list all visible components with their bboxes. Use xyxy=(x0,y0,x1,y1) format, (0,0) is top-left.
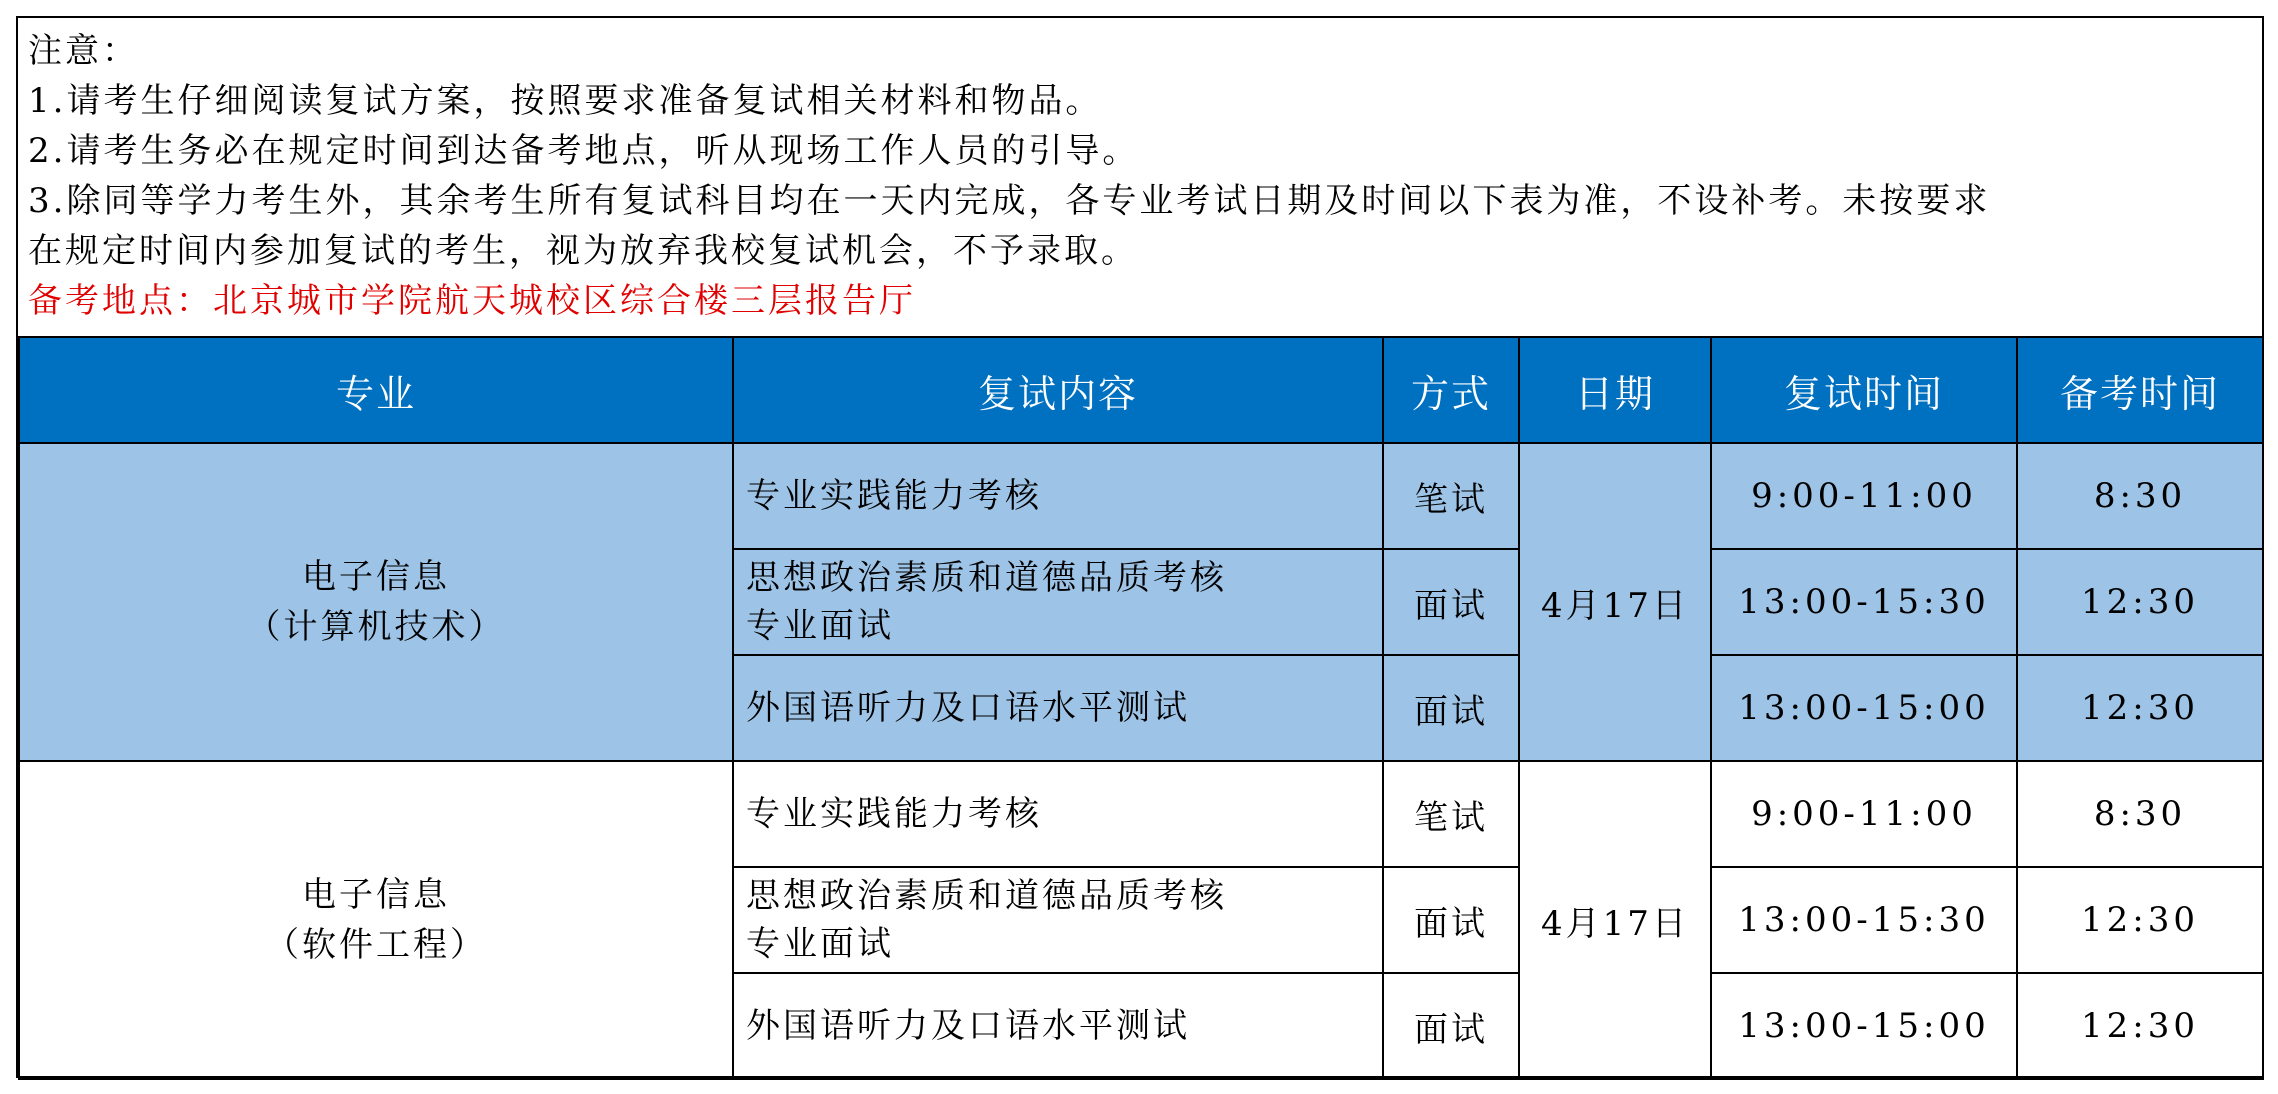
content-text: 外国语听力及口语水平测试 xyxy=(746,688,1190,728)
table-header-row xyxy=(19,337,2263,443)
method-cell: 面试 xyxy=(1383,867,1519,973)
exam-time-cell: 9:00-11:00 xyxy=(1711,443,2017,549)
content-cell xyxy=(733,761,1383,867)
exam-time-cell: 13:00-15:00 xyxy=(1711,655,2017,761)
header-date: 日期 xyxy=(1519,337,1711,443)
prep-time-cell: 12:30 xyxy=(2017,549,2263,655)
content-text: 思想政治素质和道德品质考核 xyxy=(746,558,1227,598)
exam-time-cell: 9:00-11:00 xyxy=(1711,761,2017,867)
prep-time-cell: 12:30 xyxy=(2017,655,2263,761)
notes-heading: 注意： xyxy=(28,31,139,71)
major-track: （软件工程） xyxy=(265,925,487,965)
content-text: 专业面试 xyxy=(746,924,894,964)
method-cell: 面试 xyxy=(1383,973,1519,1079)
prep-time-cell: 12:30 xyxy=(2017,973,2263,1079)
content-cell xyxy=(733,655,1383,761)
exam-time-cell: 13:00-15:30 xyxy=(1711,867,2017,973)
prep-time-cell: 8:30 xyxy=(2017,761,2263,867)
content-text: 思想政治素质和道德品质考核 xyxy=(746,876,1227,916)
schedule-table xyxy=(18,336,2264,1080)
location-note: 备考地点：北京城市学院航天城校区综合楼三层报告厅 xyxy=(28,281,916,321)
header-major: 专业 xyxy=(19,337,733,443)
notes-section xyxy=(28,26,2252,326)
table-row xyxy=(19,761,2263,867)
note-item-3-line-1: 3.除同等学力考生外，其余考生所有复试科目均在一天内完成，各专业考试日期及时间以下表为准，不设补考。未按要求 xyxy=(28,181,1991,221)
major-name: 电子信息 xyxy=(302,875,450,915)
method-cell: 面试 xyxy=(1383,549,1519,655)
header-prep-time: 备考时间 xyxy=(2017,337,2263,443)
exam-time-cell: 13:00-15:00 xyxy=(1711,973,2017,1079)
content-text: 外国语听力及口语水平测试 xyxy=(746,1006,1190,1046)
content-cell xyxy=(733,867,1383,973)
note-item-2: 2.请考生务必在规定时间到达备考地点，听从现场工作人员的引导。 xyxy=(28,131,1140,171)
major-name: 电子信息 xyxy=(302,557,450,597)
date-cell: 4月17日 xyxy=(1519,761,1711,1079)
content-text: 专业实践能力考核 xyxy=(746,476,1042,516)
major-cell xyxy=(19,443,733,761)
method-cell: 笔试 xyxy=(1383,443,1519,549)
note-item-1: 1.请考生仔细阅读复试方案，按照要求准备复试相关材料和物品。 xyxy=(28,81,1103,121)
table-row xyxy=(19,443,2263,549)
content-text: 专业面试 xyxy=(746,606,894,646)
major-track: （计算机技术） xyxy=(246,607,506,647)
prep-time-cell: 12:30 xyxy=(2017,867,2263,973)
prep-time-cell: 8:30 xyxy=(2017,443,2263,549)
method-cell: 面试 xyxy=(1383,655,1519,761)
content-cell xyxy=(733,973,1383,1079)
document-frame xyxy=(16,16,2264,1078)
method-cell: 笔试 xyxy=(1383,761,1519,867)
content-cell xyxy=(733,549,1383,655)
header-exam-time: 复试时间 xyxy=(1711,337,2017,443)
content-text: 专业实践能力考核 xyxy=(746,794,1042,834)
major-cell xyxy=(19,761,733,1079)
header-method: 方式 xyxy=(1383,337,1519,443)
header-content: 复试内容 xyxy=(733,337,1383,443)
date-cell: 4月17日 xyxy=(1519,443,1711,761)
content-cell xyxy=(733,443,1383,549)
note-item-3-line-2: 在规定时间内参加复试的考生，视为放弃我校复试机会，不予录取。 xyxy=(28,231,1138,271)
exam-time-cell: 13:00-15:30 xyxy=(1711,549,2017,655)
